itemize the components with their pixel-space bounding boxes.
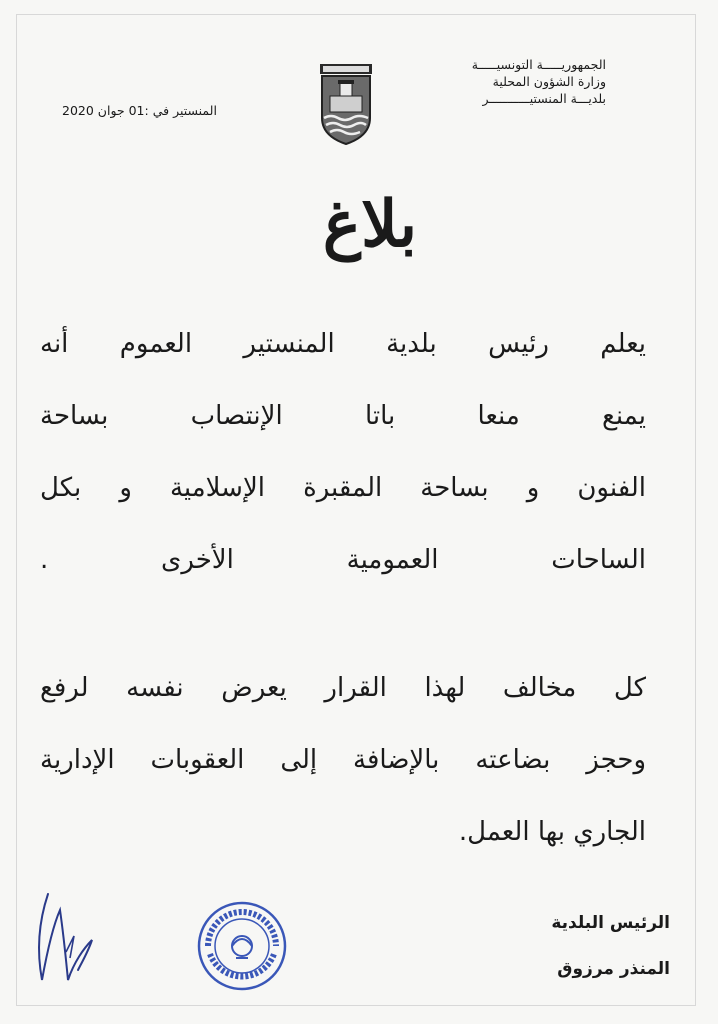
paragraph-line: يمنع منعا باتا الإنتصاب بساحة xyxy=(40,401,646,431)
notice-paragraph-2 xyxy=(40,652,646,868)
official-stamp-icon xyxy=(196,900,288,992)
handwritten-signature-icon xyxy=(30,888,140,988)
letterhead xyxy=(406,56,606,107)
issue-date: المنستير في :01 جوان 2020 xyxy=(62,103,217,118)
paragraph-line: كل مخالف لهذا القرار يعرض نفسه لرفع xyxy=(40,673,646,703)
letterhead-republic: الجمهوريـــــة التونسيـــــة xyxy=(471,57,606,72)
paragraph-line: الجاري بها العمل. xyxy=(458,817,646,847)
letterhead-ministry: وزارة الشؤون المحلية xyxy=(492,74,606,89)
municipality-emblem-icon xyxy=(316,62,376,146)
letterhead-municipality: بلديـــة المنستيـــــــــــر xyxy=(482,91,606,106)
paragraph-line: يعلم رئيس بلدية المنستير العموم أنه xyxy=(40,329,646,359)
paragraph-line: الساحات العمومية الأخرى . xyxy=(40,545,646,575)
signatory-name: المنذر مرزوق xyxy=(557,959,670,979)
notice-paragraph-1 xyxy=(40,308,646,596)
signatory-role: الرئيس البلدية xyxy=(551,913,670,933)
paragraph-line: الفنون و بساحة المقبرة الإسلامية و بكل xyxy=(40,473,646,503)
notice-title: بلاغ xyxy=(322,187,418,262)
paragraph-line: وحجز بضاعته بالإضافة إلى العقوبات الإدارية xyxy=(40,745,646,775)
signature-block xyxy=(490,900,670,992)
